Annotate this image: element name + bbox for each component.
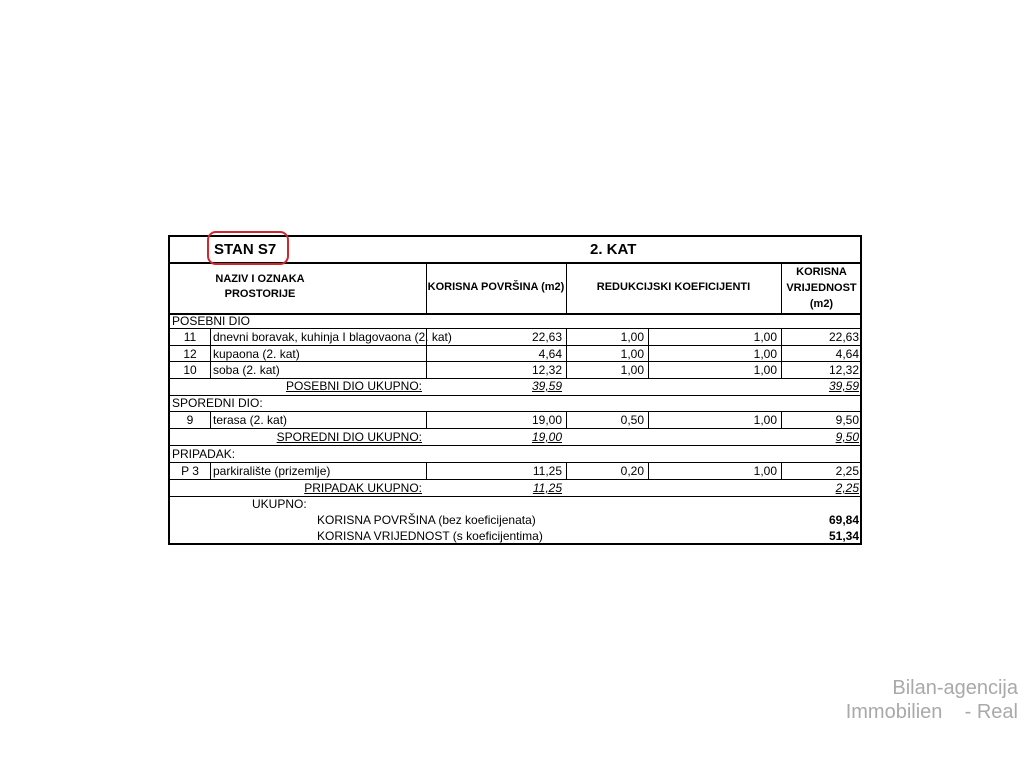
rule	[210, 462, 211, 479]
rule	[426, 411, 427, 428]
column-header-value-line2: VRIJEDNOST	[786, 282, 857, 294]
row-area: 12,32	[531, 363, 562, 377]
summary-value-label: KORISNA VRIJEDNOST (s koeficijentima)	[317, 529, 543, 543]
row-coef-1: 0,50	[620, 413, 644, 427]
subtotal-area-posebni: 39,59	[531, 379, 562, 393]
row-coef-1: 1,00	[620, 363, 644, 377]
rule	[170, 462, 860, 463]
rule	[170, 361, 860, 362]
row-name: kupaona (2. kat)	[213, 347, 300, 361]
subtotal-area-pripadak: 11,25	[532, 481, 562, 495]
subtotal-label-sporedni: SPOREDNI DIO UKUPNO:	[276, 430, 422, 444]
row-name: terasa (2. kat)	[213, 413, 288, 427]
column-header-area: KORISNA POVRŠINA (m2)	[427, 281, 565, 293]
agency-watermark	[798, 676, 1018, 724]
row-coef-2: 1,00	[753, 363, 777, 377]
watermark-line-2: Immobilien - Real	[845, 701, 1018, 723]
summary-label: UKUPNO:	[252, 497, 307, 511]
rule	[566, 462, 567, 479]
row-coef-1: 1,00	[620, 330, 644, 344]
row-coef-1: 1,00	[620, 347, 644, 361]
row-coef-1: 0,20	[620, 464, 644, 478]
row-area: 22,63	[531, 330, 562, 344]
rule	[426, 462, 427, 479]
row-area: 4,64	[538, 347, 562, 361]
watermark-line-1: Bilan-agencija	[892, 677, 1018, 699]
row-value: 22,63	[828, 330, 859, 344]
row-area: 11,25	[532, 464, 562, 478]
row-id: 12	[183, 347, 197, 361]
subtotal-label-posebni: POSEBNI DIO UKUPNO:	[285, 379, 422, 393]
column-header-value-line3: (m2)	[809, 298, 834, 310]
row-id: 11	[183, 330, 197, 344]
rule	[648, 462, 649, 479]
unit-title: STAN S7	[214, 241, 277, 258]
summary-area-value: 69,84	[828, 513, 859, 527]
rule	[648, 328, 649, 378]
subtotal-value-sporedni: 9,50	[835, 430, 859, 444]
row-value: 4,64	[835, 347, 859, 361]
rule	[170, 479, 860, 480]
subtotal-value-pripadak: 2,25	[835, 481, 859, 495]
rule	[170, 328, 860, 329]
column-header-value-line1: KORISNA	[796, 266, 847, 278]
column-header-name: NAZIV I OZNAKA PROSTORIJE	[215, 273, 305, 300]
rule	[781, 462, 782, 479]
row-value: 9,50	[835, 413, 859, 427]
section-label-sporedni: SPOREDNI DIO:	[172, 396, 263, 410]
rule	[648, 411, 649, 428]
row-name: parkiralište (prizemlje)	[213, 464, 331, 478]
rule	[781, 411, 782, 428]
summary-area-label: KORISNA POVRŠINA (bez koeficijenata)	[317, 513, 536, 527]
rule	[210, 328, 211, 378]
rule	[170, 411, 860, 412]
row-id: 10	[183, 363, 197, 377]
row-area: 19,00	[531, 413, 562, 427]
subtotal-area-sporedni: 19,00	[531, 430, 562, 444]
row-value: 12,32	[828, 363, 859, 377]
floor-title: 2. KAT	[590, 241, 637, 258]
rule	[170, 445, 860, 446]
summary-value-value: 51,34	[828, 529, 859, 543]
row-value: 2,25	[835, 464, 859, 478]
column-header-coefficients: REDUKCIJSKI KOEFICIJENTI	[596, 281, 751, 293]
row-coef-2: 1,00	[753, 464, 777, 478]
rule	[170, 345, 860, 346]
row-coef-2: 1,00	[753, 413, 777, 427]
row-name: dnevni boravak, kuhinja I blagovaona (2. kat)	[213, 330, 452, 344]
rule	[170, 428, 860, 429]
subtotal-value-posebni: 39,59	[828, 379, 859, 393]
rule	[566, 411, 567, 428]
rule	[170, 313, 860, 315]
row-id: 9	[186, 413, 194, 427]
row-coef-2: 1,00	[753, 330, 777, 344]
rule	[566, 328, 567, 378]
rule	[781, 328, 782, 378]
subtotal-label-pripadak: PRIPADAK UKUPNO:	[304, 481, 422, 495]
row-id: P 3	[181, 464, 199, 478]
rule	[210, 411, 211, 428]
section-label-pripadak: PRIPADAK:	[172, 447, 236, 461]
apartment-area-table	[168, 235, 862, 545]
rule	[170, 395, 860, 396]
row-coef-2: 1,00	[753, 347, 777, 361]
section-label-posebni: POSEBNI DIO	[172, 314, 251, 328]
row-name: soba (2. kat)	[213, 363, 280, 377]
